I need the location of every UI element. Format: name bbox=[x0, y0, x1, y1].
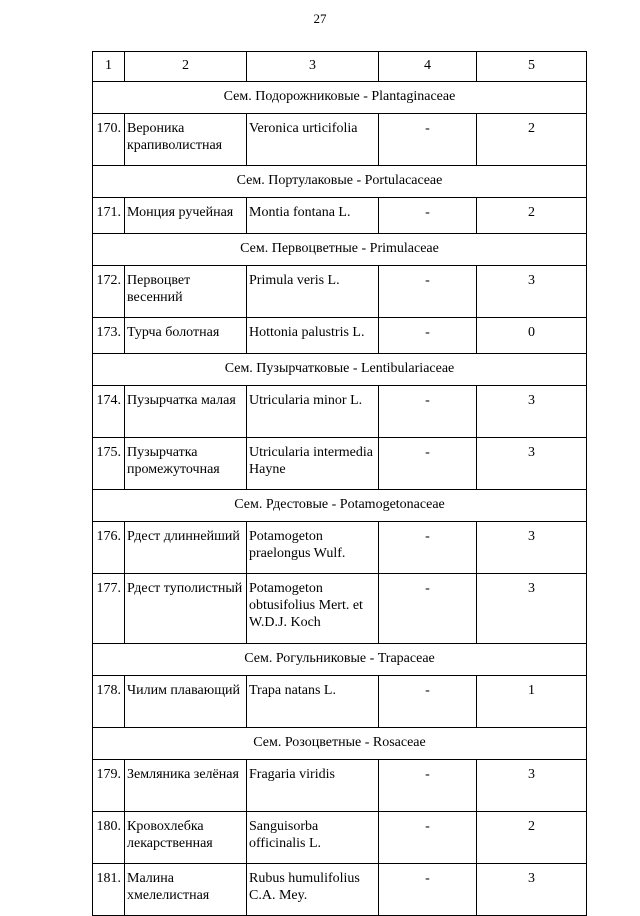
row-number: 171. bbox=[93, 198, 125, 234]
russian-name: Чилим плавающий bbox=[125, 676, 247, 728]
category-cell: - bbox=[379, 266, 477, 318]
status-cell: 2 bbox=[477, 812, 587, 864]
category-cell: - bbox=[379, 318, 477, 354]
latin-name: Utricularia intermedia Hayne bbox=[247, 438, 379, 490]
table-row bbox=[93, 812, 587, 864]
row-number: 179. bbox=[93, 760, 125, 812]
russian-name: Малина хмелелистная bbox=[125, 864, 247, 916]
status-cell: 3 bbox=[477, 574, 587, 644]
latin-name: Potamogeton praelongus Wulf. bbox=[247, 522, 379, 574]
latin-name: Sanguisorba officinalis L. bbox=[247, 812, 379, 864]
row-number: 181. bbox=[93, 864, 125, 916]
family-row bbox=[93, 82, 587, 114]
latin-name: Trapa natans L. bbox=[247, 676, 379, 728]
family-title: Сем. Пузырчатковые - Lentibulariaceae bbox=[93, 354, 587, 386]
status-cell: 3 bbox=[477, 386, 587, 438]
row-number: 177. bbox=[93, 574, 125, 644]
status-cell: 2 bbox=[477, 198, 587, 234]
russian-name: Рдест туполистный bbox=[125, 574, 247, 644]
table-row bbox=[93, 266, 587, 318]
russian-name: Монция ручейная bbox=[125, 198, 247, 234]
family-title: Сем. Первоцветные - Primulaceae bbox=[93, 234, 587, 266]
category-cell: - bbox=[379, 114, 477, 166]
row-number: 176. bbox=[93, 522, 125, 574]
table-row bbox=[93, 198, 587, 234]
family-row bbox=[93, 354, 587, 386]
family-title: Сем. Розоцветные - Rosaceae bbox=[93, 728, 587, 760]
latin-name: Fragaria viridis bbox=[247, 760, 379, 812]
category-cell: - bbox=[379, 676, 477, 728]
row-number: 172. bbox=[93, 266, 125, 318]
status-cell: 3 bbox=[477, 864, 587, 916]
table-row bbox=[93, 318, 587, 354]
table-row bbox=[93, 114, 587, 166]
latin-name: Potamogeton obtusifolius Mert. et W.D.J. Koch bbox=[247, 574, 379, 644]
family-row bbox=[93, 490, 587, 522]
category-cell: - bbox=[379, 386, 477, 438]
status-cell: 1 bbox=[477, 676, 587, 728]
category-cell: - bbox=[379, 438, 477, 490]
category-cell: - bbox=[379, 522, 477, 574]
header-cell: 2 bbox=[125, 52, 247, 82]
header-row bbox=[93, 52, 587, 82]
row-number: 180. bbox=[93, 812, 125, 864]
latin-name: Utricularia minor L. bbox=[247, 386, 379, 438]
russian-name: Вероника крапиволистная bbox=[125, 114, 247, 166]
status-cell: 0 bbox=[477, 318, 587, 354]
page-number: 27 bbox=[313, 11, 327, 26]
header-cell: 5 bbox=[477, 52, 587, 82]
header-cell: 4 bbox=[379, 52, 477, 82]
russian-name: Пузырчатка промежуточная bbox=[125, 438, 247, 490]
category-cell: - bbox=[379, 760, 477, 812]
family-title: Сем. Портулаковые - Portulacaceae bbox=[93, 166, 587, 198]
family-row bbox=[93, 644, 587, 676]
status-cell: 3 bbox=[477, 438, 587, 490]
latin-name: Veronica urticifolia bbox=[247, 114, 379, 166]
status-cell: 2 bbox=[477, 114, 587, 166]
latin-name: Hottonia palustris L. bbox=[247, 318, 379, 354]
table-row bbox=[93, 864, 587, 916]
row-number: 173. bbox=[93, 318, 125, 354]
family-title: Сем. Рогульниковые - Trapaceae bbox=[93, 644, 587, 676]
table-row bbox=[93, 676, 587, 728]
russian-name: Кровохлебка лекарственная bbox=[125, 812, 247, 864]
table-row bbox=[93, 522, 587, 574]
category-cell: - bbox=[379, 812, 477, 864]
russian-name: Турча болотная bbox=[125, 318, 247, 354]
row-number: 178. bbox=[93, 676, 125, 728]
category-cell: - bbox=[379, 574, 477, 644]
latin-name: Primula veris L. bbox=[247, 266, 379, 318]
row-number: 175. bbox=[93, 438, 125, 490]
row-number: 170. bbox=[93, 114, 125, 166]
status-cell: 3 bbox=[477, 266, 587, 318]
family-title: Сем. Рдестовые - Potamogetonaceae bbox=[93, 490, 587, 522]
table-row bbox=[93, 760, 587, 812]
table-row bbox=[93, 574, 587, 644]
russian-name: Первоцвет весенний bbox=[125, 266, 247, 318]
table-row bbox=[93, 438, 587, 490]
status-cell: 3 bbox=[477, 522, 587, 574]
russian-name: Земляника зелёная bbox=[125, 760, 247, 812]
family-title: Сем. Подорожниковые - Plantaginaceae bbox=[93, 82, 587, 114]
latin-name: Rubus humulifolius C.A. Mey. bbox=[247, 864, 379, 916]
family-row bbox=[93, 728, 587, 760]
russian-name: Пузырчатка малая bbox=[125, 386, 247, 438]
row-number: 174. bbox=[93, 386, 125, 438]
species-table bbox=[92, 51, 587, 916]
category-cell: - bbox=[379, 864, 477, 916]
family-row bbox=[93, 166, 587, 198]
russian-name: Рдест длиннейший bbox=[125, 522, 247, 574]
header-cell: 1 bbox=[93, 52, 125, 82]
latin-name: Montia fontana L. bbox=[247, 198, 379, 234]
header-cell: 3 bbox=[247, 52, 379, 82]
status-cell: 3 bbox=[477, 760, 587, 812]
category-cell: - bbox=[379, 198, 477, 234]
table-row bbox=[93, 386, 587, 438]
family-row bbox=[93, 234, 587, 266]
